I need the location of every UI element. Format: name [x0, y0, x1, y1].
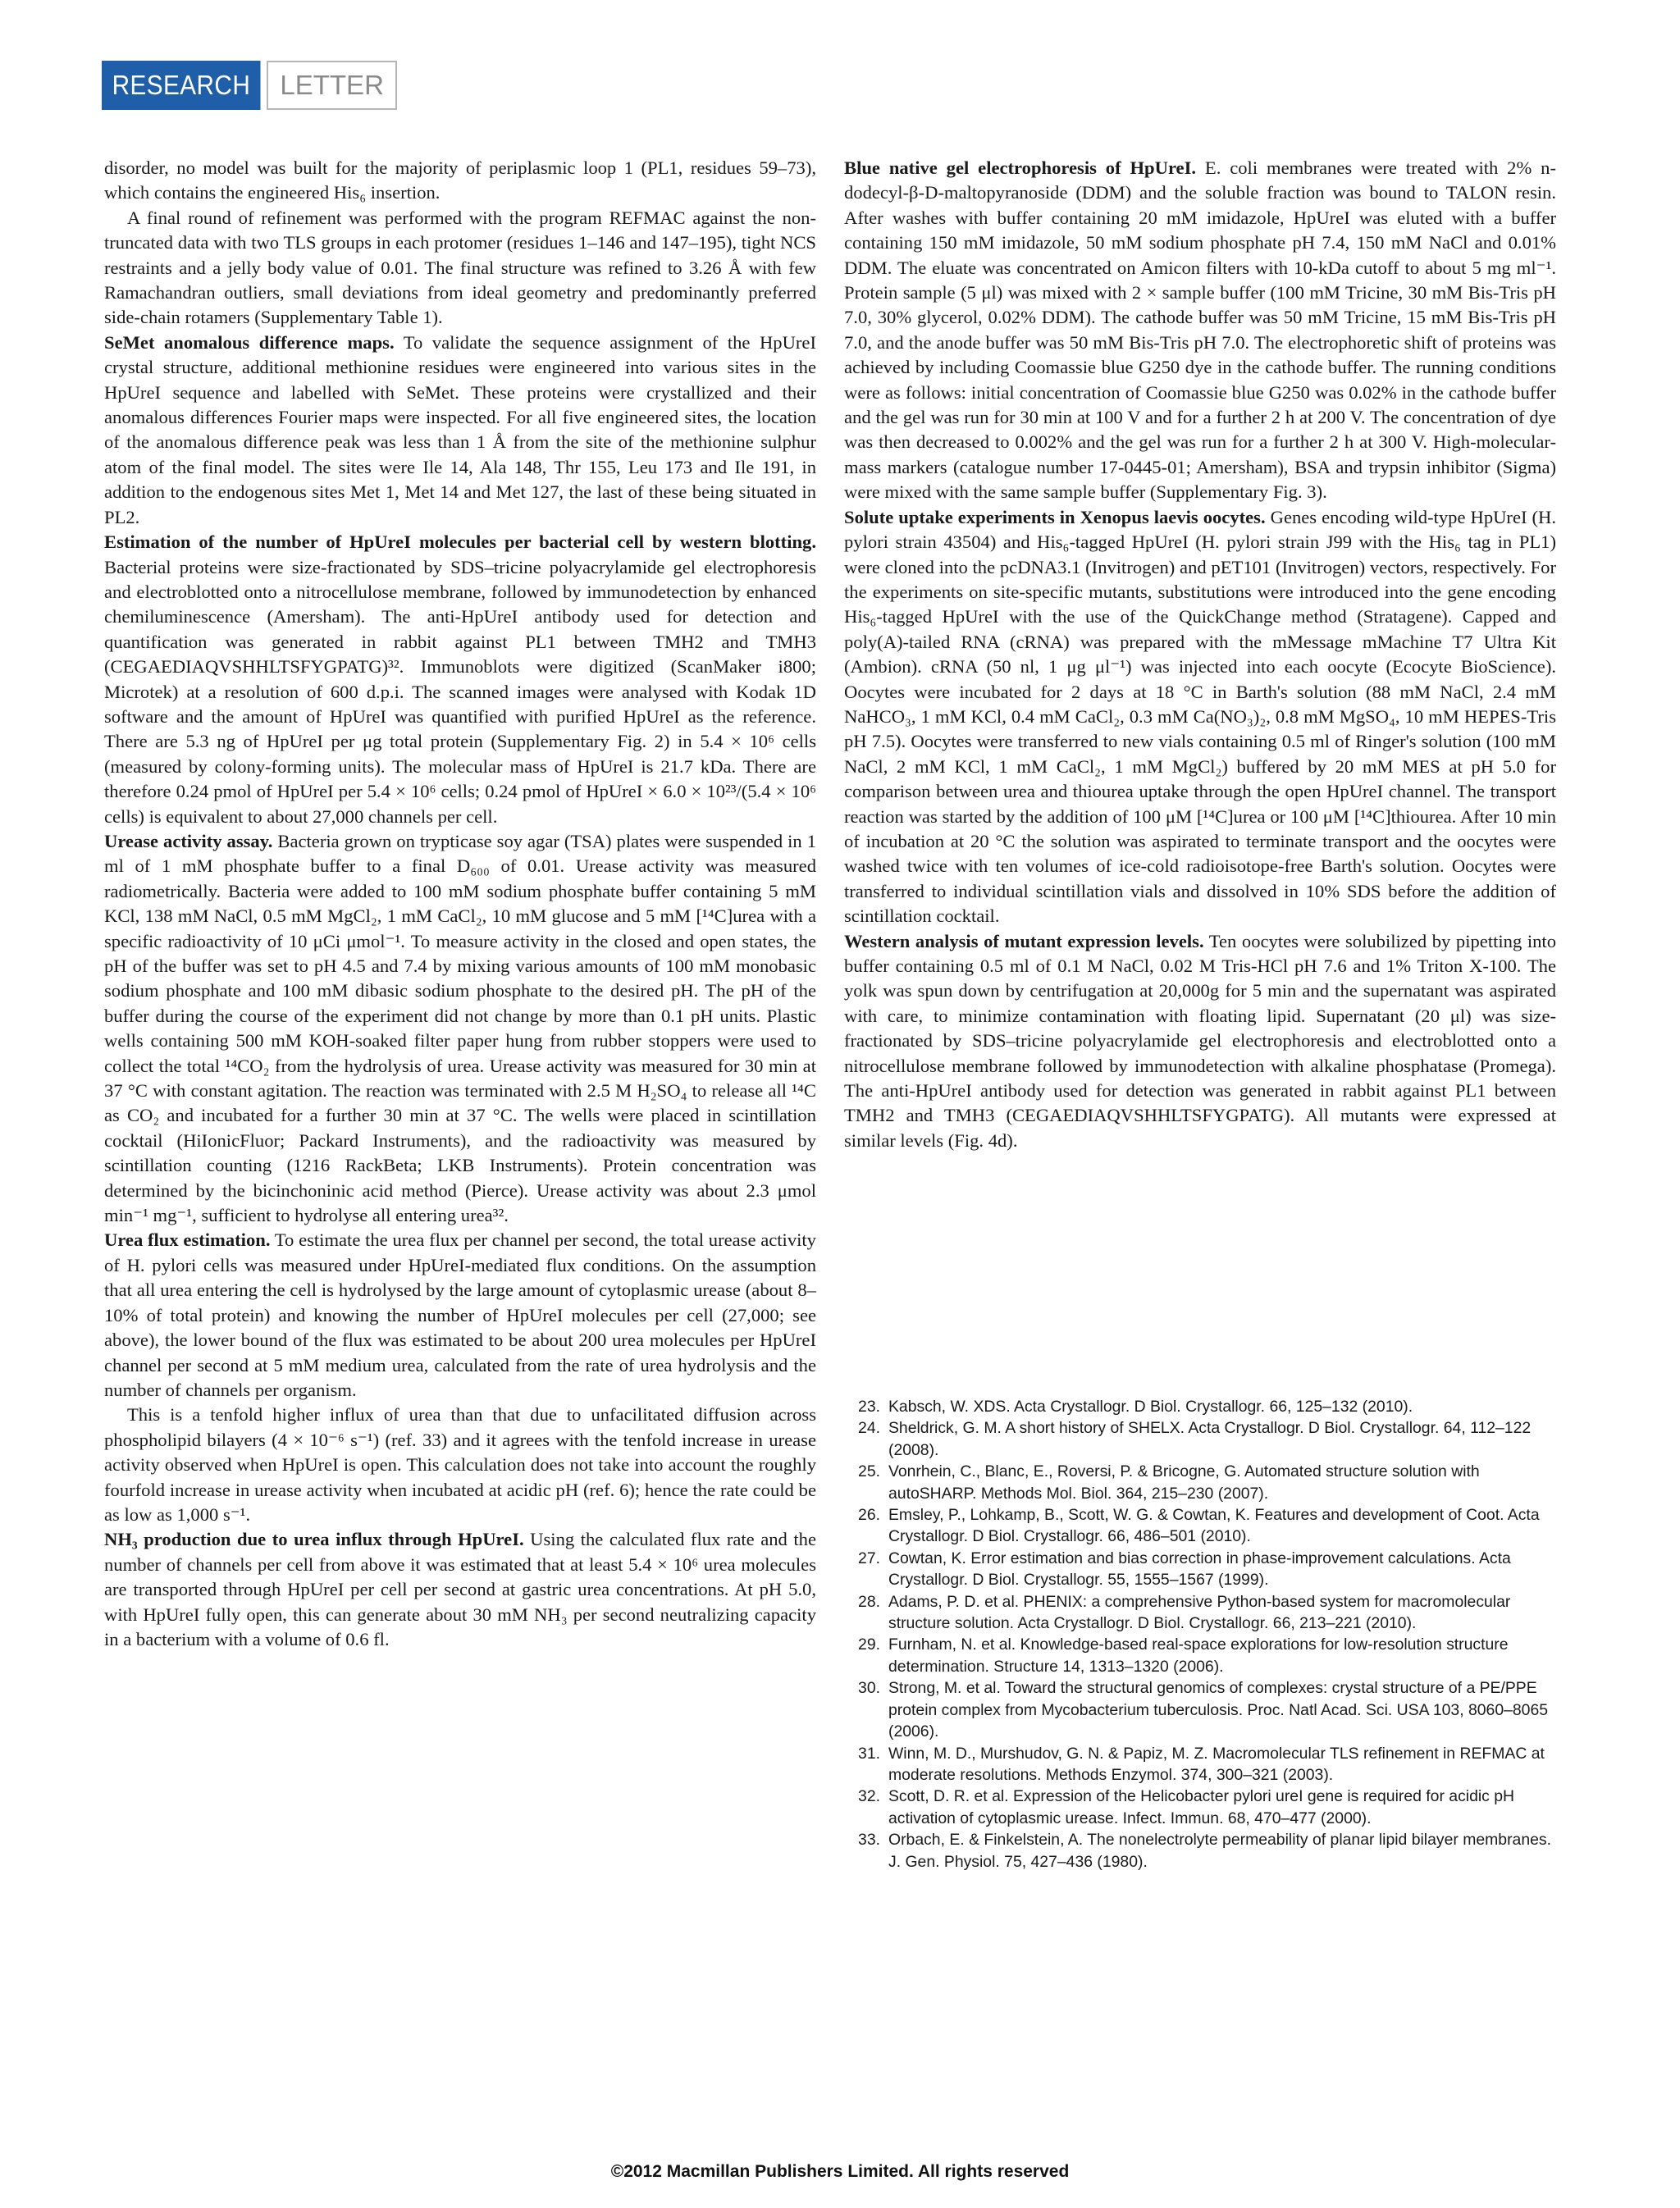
reference-text: Orbach, E. & Finkelstein, A. The nonelectrolyte permeability of planar lipid bilayer membranes. J. Gen. Physiol. 75, 427–436 (1980). — [888, 1831, 1551, 1871]
paragraph — [104, 1403, 816, 1527]
reference-text: Emsley, P., Lohkamp, B., Scott, W. G. & Cowtan, K. Features and development of Coot. Acta Crystallogr. D Biol. Crystallogr. 66, 486–501 (2010). — [888, 1506, 1540, 1546]
paragraph-heading: Western analysis of mutant expression levels. — [844, 930, 1204, 951]
reference-item — [844, 1591, 1558, 1635]
paragraph — [104, 156, 816, 206]
reference-item — [844, 1677, 1558, 1742]
reference-number: 31. — [858, 1744, 880, 1763]
reference-number: 27. — [858, 1549, 880, 1567]
reference-text: Kabsch, W. XDS. Acta Crystallogr. D Biol. Crystallogr. 66, 125–132 (2010). — [888, 1398, 1413, 1416]
paragraph-body: Genes encoding wild-type HpUreI (H. pylori strain 43504) and His₆-tagged HpUreI (H. pylori strain J99 with the His₆ tag in PL1) were cloned into the pcDNA3.1 (Invitrogen) and pET101 (Invitrogen) vectors, respectively. For the experiments on site-specific mutants, substitutions were introduced into the gene encoding His₆-tagged HpUreI with the use of the QuickChange method (Stratagene). Capped and poly(A)-tailed RNA (cRNA) was prepared with the mMessage mMachine T7 Ultra Kit (Ambion). cRNA (50 nl, 1 μg μl⁻¹) was injected into each oocyte (Ecocyte BioScience). Oocytes were incubated for 2 days at 18 °C in Barth's solution (88 mM NaCl, 2.4 mM NaHCO₃, 1 mM KCl, 0.4 mM CaCl₂, 0.3 mM Ca(NO₃)₂, 0.8 mM MgSO₄, 10 mM HEPES-Tris pH 7.5). Oocytes were transferred to new vials containing 0.5 ml of Ringer's solution (100 mM NaCl, 2 mM KCl, 1 mM CaCl₂, 1 mM MgCl₂) buffered by 20 mM MES at pH 5.0 for comparison between urea and thiourea uptake through the open HpUreI channel. The transport reaction was started by the addition of 100 μM [¹⁴C]urea or 100 μM [¹⁴C]thiourea. After 10 min of incubation at 20 °C the solution was aspirated to terminate transport and the oocytes were washed twice with ten volumes of ice-cold radioisotope-free Barth's solution. Oocytes were transferred to individual scintillation vials and dissolved in 10% SDS before the addition of scintillation cocktail. — [844, 506, 1556, 927]
reference-text: Cowtan, K. Error estimation and bias correction in phase-improvement calculations. Acta Crystallogr. D Biol. Crystallogr. 55, 1555–1567 (1999). — [888, 1549, 1511, 1590]
paragraph-heading: Blue native gel electrophoresis of HpUreI. — [844, 157, 1197, 178]
reference-item — [844, 1548, 1558, 1591]
paragraph-heading: Solute uptake experiments in Xenopus laevis oocytes. — [844, 506, 1266, 527]
paragraph-body: Ten oocytes were solubilized by pipetting into buffer containing 0.5 ml of 0.1 M NaCl, 0.02 M Tris-HCl pH 7.6 and 1% Triton X-100. The yolk was spun down by centrifugation at 20,000g for 5 min and the supernatant was aspirated with care, to minimize contamination with floating lipid. Supernatant (20 μl) was size-fractionated by SDS–tricine polyacrylamide gel electrophoresis and electroblotted onto a nitrocellulose membrane followed by immunodetection with alkaline phosphatase (Promega). The anti-HpUreI antibody used for detection was generated in rabbit against PL1 between TMH2 and TMH3 (CEGAEDIAQVSHHLTSFYGPATG). All mutants were expressed at similar levels (Fig. 4d). — [844, 930, 1556, 1151]
paragraph-heading: Urea flux estimation. — [104, 1229, 271, 1251]
paragraph-body: To validate the sequence assignment of the HpUreI crystal structure, additional methionine residues were engineered into various sites in the HpUreI sequence and labelled with SeMet. These proteins were crystallized and their anomalous differences Fourier maps were inspected. For all five engineered sites, the location of the anomalous difference peak was less than 1 Å from the site of the methionine sulphur atom of the final model. The sites were Ile 14, Ala 148, Thr 155, Leu 173 and Ile 191, in addition to the endogenous sites Met 1, Met 14 and Met 127, the last of these being situated in PL2. — [104, 331, 816, 527]
reference-text: Sheldrick, G. M. A short history of SHELX. Acta Crystallogr. D Biol. Crystallogr. 64, 112–122 (2008). — [888, 1419, 1532, 1459]
reference-list — [844, 1396, 1558, 1873]
right-column — [844, 156, 1556, 1153]
reference-text: Adams, P. D. et al. PHENIX: a comprehensive Python-based system for macromolecular structure solution. Acta Crystallogr. D Biol. Crystallogr. 66, 213–221 (2010). — [888, 1592, 1511, 1633]
paragraph-body: Bacterial proteins were size-fractionated by SDS–tricine polyacrylamide gel electrophoresis and electroblotted onto a nitrocellulose membrane, followed by immunodetection by enhanced chemiluminescence (Amersham). The anti-HpUreI antibody used for detection and quantification was generated in rabbit against PL1 between TMH2 and TMH3 (CEGAEDIAQVSHHLTSFYGPATG)³². Immunoblots were digitized (ScanMaker i800; Microtek) at a resolution of 600 d.p.i. The scanned images were analysed with Kodak 1D software and the amount of HpUreI was quantified with purified HpUreI as the reference. There are 5.3 ng of HpUreI per μg total protein (Supplementary Fig. 2) in 5.4 × 10⁶ cells (measured by colony-forming units). The molecular mass of HpUreI is 21.7 kDa. There are therefore 0.24 pmol of HpUreI per 5.4 × 10⁶ cells; 0.24 pmol of HpUreI × 6.0 × 10²³/(5.4 × 10⁶ cells) is equivalent to about 27,000 channels per cell. — [104, 556, 816, 827]
reference-text: Strong, M. et al. Toward the structural genomics of complexes: crystal structure of a PE/PPE protein complex from Mycobacterium tuberculosis. Proc. Natl Acad. Sci. USA 103, 8060–8065 (2006). — [888, 1679, 1549, 1741]
paragraph-body: Using the calculated flux rate and the number of channels per cell from above it was estimated that at least 5.4 × 10⁶ urea molecules are transported through HpUreI per cell per second at gastric urea concentrations. At pH 5.0, with HpUreI fully open, this can generate about 30 mM NH₃ per second neutralizing capacity in a bacterium with a volume of 0.6 fl. — [104, 1529, 816, 1649]
paragraph — [844, 929, 1556, 1154]
paragraph-body: disorder, no model was built for the majority of periplasmic loop 1 (PL1, residues 59–73), which contains the engineered His₆ insertion. — [104, 157, 816, 203]
paragraph-heading: NH₃ production due to urea influx through HpUreI. — [104, 1529, 524, 1550]
reference-text: Scott, D. R. et al. Expression of the Helicobacter pylori ureI gene is required for acidic pH activation of cytoplasmic urease. Infect. Immun. 68, 470–477 (2000). — [888, 1787, 1515, 1827]
paragraph-heading: Estimation of the number of HpUreI molecules per bacterial cell by western blotting. — [104, 531, 816, 553]
paragraph — [104, 1228, 816, 1403]
reference-number: 24. — [858, 1419, 880, 1438]
reference-text: Vonrhein, C., Blanc, E., Roversi, P. & Bricogne, G. Automated structure solution with autoSHARP. Methods Mol. Biol. 364, 215–230 (2007). — [888, 1462, 1480, 1503]
reference-number: 23. — [858, 1398, 880, 1416]
copyright-footer: ©2012 Macmillan Publishers Limited. All rights reserved — [610, 2162, 1070, 2181]
reference-item — [844, 1829, 1558, 1873]
paragraph-heading: SeMet anomalous difference maps. — [104, 331, 395, 353]
article-type-label: LETTER — [267, 61, 397, 110]
paragraph-heading: Urease activity assay. — [104, 830, 273, 851]
reference-number: 25. — [858, 1462, 880, 1481]
section-label: RESEARCH — [102, 61, 261, 110]
paragraph — [844, 505, 1556, 929]
reference-number: 30. — [858, 1679, 880, 1698]
reference-item — [844, 1786, 1558, 1829]
reference-item — [844, 1634, 1558, 1677]
reference-number: 26. — [858, 1506, 880, 1525]
reference-item — [844, 1396, 1558, 1417]
reference-number: 33. — [858, 1831, 880, 1850]
paragraph — [844, 156, 1556, 505]
page-header — [102, 61, 397, 110]
paragraph-body: Bacteria grown on trypticase soy agar (TSA) plates were suspended in 1 ml of 1 mM phosphate buffer to a final D₆₀₀ of 0.01. Urease activity was measured radiometrically. Bacteria were added to 100 mM sodium phosphate buffer containing 5 mM KCl, 138 mM NaCl, 0.5 mM MgCl₂, 1 mM CaCl₂, 10 mM glucose and 5 mM [¹⁴C]urea with a specific radioactivity of 10 μCi μmol⁻¹. To measure activity in the closed and open states, the pH of the buffer was set to pH 4.5 and 7.4 by mixing various amounts of 100 mM monobasic sodium phosphate and 100 mM dibasic sodium phosphate to the desired pH. The pH of the buffer during the course of the experiment did not change by more than 0.1 pH units. Plastic wells containing 500 mM KOH-soaked filter paper hung from rubber stoppers were used to collect the total ¹⁴CO₂ from the hydrolysis of urea. Urease activity was measured for 30 min at 37 °C with constant agitation. The reaction was terminated with 2.5 M H₂SO₄ to release all ¹⁴C as CO₂ and incubated for a further 30 min at 37 °C. The wells were placed in scintillation cocktail (HiIonicFluor; Packard Instruments), and the radioactivity was measured by scintillation counting (1216 RackBeta; LKB Instruments). Protein concentration was determined by the bicinchoninic acid method (Pierce). Urease activity was about 2.3 μmol min⁻¹ mg⁻¹, sufficient to hydrolyse all entering urea³². — [104, 830, 816, 1226]
reference-item — [844, 1461, 1558, 1504]
paragraph-body: E. coli membranes were treated with 2% n-dodecyl-β-D-maltopyranoside (DDM) and the soluble fraction was bound to TALON resin. After washes with buffer containing 20 mM imidazole, HpUreI was eluted with a buffer containing 150 mM imidazole, 50 mM sodium phosphate pH 7.4, 150 mM NaCl and 0.01% DDM. The eluate was concentrated on Amicon filters with 10-kDa cutoff to about 5 mg ml⁻¹. Protein sample (5 μl) was mixed with 2 × sample buffer (100 mM Tricine, 30 mM Bis-Tris pH 7.0, 30% glycerol, 0.02% DDM). The cathode buffer was 50 mM Tricine, 15 mM Bis-Tris pH 7.0, and the anode buffer was 50 mM Bis-Tris pH 7.0. The electrophoretic shift of proteins was achieved by including Coomassie blue G250 dye in the cathode buffer. The running conditions were as follows: initial concentration of Coomassie blue G250 was 0.02% in the cathode buffer and the gel was run for 30 min at 100 V and for a further 2 h at 200 V. The concentration of dye was then decreased to 0.002% and the gel was run for a further 2 h at 300 V. High-molecular-mass markers (catalogue number 17-0445-01; Amersham), BSA and trypsin inhibitor (Sigma) were mixed with the same sample buffer (Supplementary Fig. 3). — [844, 157, 1556, 503]
left-column — [104, 156, 816, 1652]
reference-number: 32. — [858, 1787, 880, 1806]
reference-text: Winn, M. D., Murshudov, G. N. & Papiz, M. Z. Macromolecular TLS refinement in REFMAC at moderate resolutions. Methods Enzymol. 374, 300–321 (2003). — [888, 1744, 1545, 1784]
reference-number: 28. — [858, 1592, 880, 1611]
paragraph — [104, 530, 816, 829]
reference-number: 29. — [858, 1635, 880, 1654]
paragraph — [104, 331, 816, 530]
paragraph-body: This is a tenfold higher influx of urea than that due to unfacilitated diffusion across phospholipid bilayers (4 × 10⁻⁶ s⁻¹) (ref. 33) and it agrees with the tenfold increase in urease activity observed when HpUreI is open. This calculation does not take into account the roughly fourfold increase in urease activity when incubated at acidic pH (ref. 6); hence the rate could be as low as 1,000 s⁻¹. — [104, 1404, 816, 1525]
reference-item — [844, 1504, 1558, 1548]
reference-item — [844, 1417, 1558, 1461]
paragraph-body: To estimate the urea flux per channel per second, the total urease activity of H. pylori cells was measured under HpUreI-mediated flux conditions. On the assumption that all urea entering the cell is hydrolysed by the large amount of cytoplasmic urease (about 8–10% of total protein) and knowing the number of HpUreI molecules per cell (27,000; see above), the lower bound of the flux was estimated to be about 200 urea molecules per HpUreI channel per second at 5 mM medium urea, calculated from the rate of urea hydrolysis and the number of channels per organism. — [104, 1229, 816, 1400]
paragraph — [104, 206, 816, 331]
paragraph-body: A final round of refinement was performed with the program REFMAC against the non-truncated data with two TLS groups in each protomer (residues 1–146 and 147–195), tight NCS restraints and a jelly body value of 0.01. The final structure was refined to 3.26 Å with few Ramachandran outliers, small deviations from ideal geometry and predominantly preferred side-chain rotamers (Supplementary Table 1). — [104, 207, 816, 328]
paragraph — [104, 1527, 816, 1652]
paragraph — [104, 829, 816, 1229]
reference-text: Furnham, N. et al. Knowledge-based real-space explorations for low-resolution structure determination. Structure 14, 1313–1320 (2006). — [888, 1635, 1509, 1676]
reference-item — [844, 1743, 1558, 1786]
